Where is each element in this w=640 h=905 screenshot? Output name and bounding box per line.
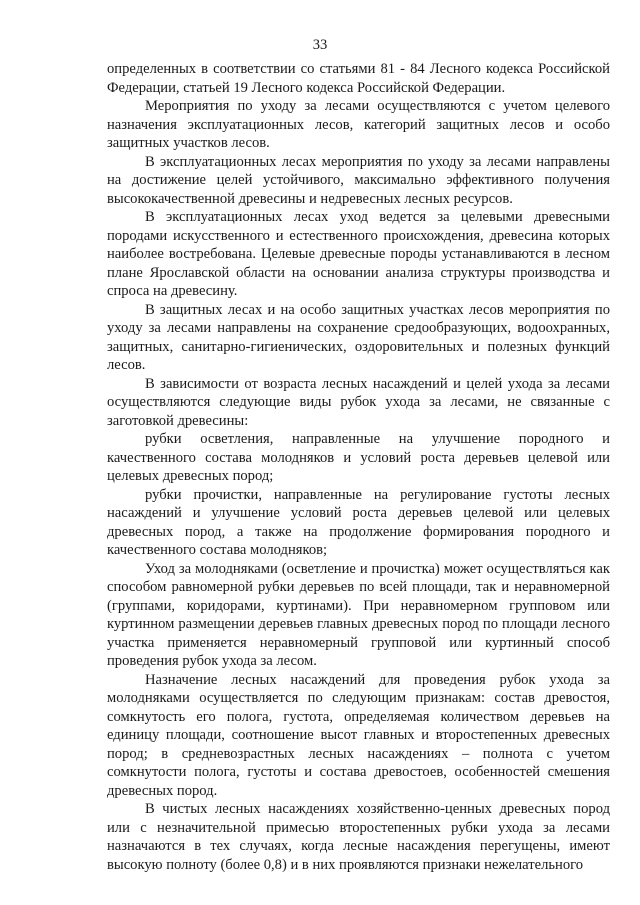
page-number: 33 xyxy=(312,37,328,53)
paragraph: Мероприятия по уходу за лесами осуществляются с учетом целевого назначения эксплуатационных лесов, категорий защитных лесов и особо защитных участков лесов. xyxy=(107,98,610,151)
paragraph: В эксплуатационных лесах мероприятия по уходу за лесами направлены на достижение целей устойчивого, максимально эффективного получения высококачественной древесины и недревесных лесных ресурсов. xyxy=(107,153,610,207)
paragraph: Уход за молодняками (осветление и прочистка) может осуществляться как способом равномерной рубки деревьев по всей площади, так и неравномерной (группами, коридорами, куртинами). При неравномерном групповом или куртинном размещении деревьев главных древесных пород по площади лесного участка применяется неравномерный групповой или куртинный способ проведения рубок ухода за лесом. xyxy=(107,560,610,669)
list-item-paragraph: рубки прочистки, направленные на регулирование густоты лесных насаждений и улучшение условий роста деревьев целевой или целевых древесных пород, а также на продолжение формирования породного и качественного состава молодняков; xyxy=(107,486,610,558)
paragraph: В эксплуатационных лесах уход ведется за целевыми древесными породами искусственного и естественного происхождения, древесина которых наиболее востребована. Целевые древесные породы устанавливаются в лесном плане Ярославской области на основании анализа структуры производства и спроса на древесину. xyxy=(107,209,610,299)
paragraph: В защитных лесах и на особо защитных участках лесов мероприятия по уходу за лесами направлены на сохранение средообразующих, водоохранных, защитных, санитарно-гигиенических, оздоровительных и полезных функций лесов. xyxy=(107,301,610,373)
paragraph: Назначение лесных насаждений для проведения рубок ухода за молодняками осуществляется по следующим признакам: состав древостоя, сомкнутость его полога, густота, определяемая количеством деревьев на единицу площади, соотношение высот главных и второстепенных древесных пород; в средневозрастных лесных насаждениях – полнота с учетом сомкнутости полога, густоты и состава древостоев, особенностей смешения древесных пород. xyxy=(107,671,610,799)
paragraph: В чистых лесных насаждениях хозяйственно-ценных древесных пород или с незначительной примесью второстепенных рубки ухода за лесами назначаются в тех случаях, когда лесные насаждения перегущены, имеют высокую полноту (более 0,8) и в них проявляются признаки нежелательного xyxy=(107,801,610,873)
list-item-paragraph: рубки осветления, направленные на улучшение породного и качественного состава молодняков и условий роста деревьев целевой или целевых древесных пород; xyxy=(107,431,610,484)
paragraph: В зависимости от возраста лесных насаждений и целей ухода за лесами осуществляются следующие виды рубок ухода за лесами, не связанные с заготовкой древесины: xyxy=(107,375,610,429)
paragraph-continued: определенных в соответствии со статьями 81 - 84 Лесного кодекса Российской Федерации, статьей 19 Лесного кодекса Российской Федерации. xyxy=(107,61,610,96)
document-body xyxy=(107,60,610,874)
